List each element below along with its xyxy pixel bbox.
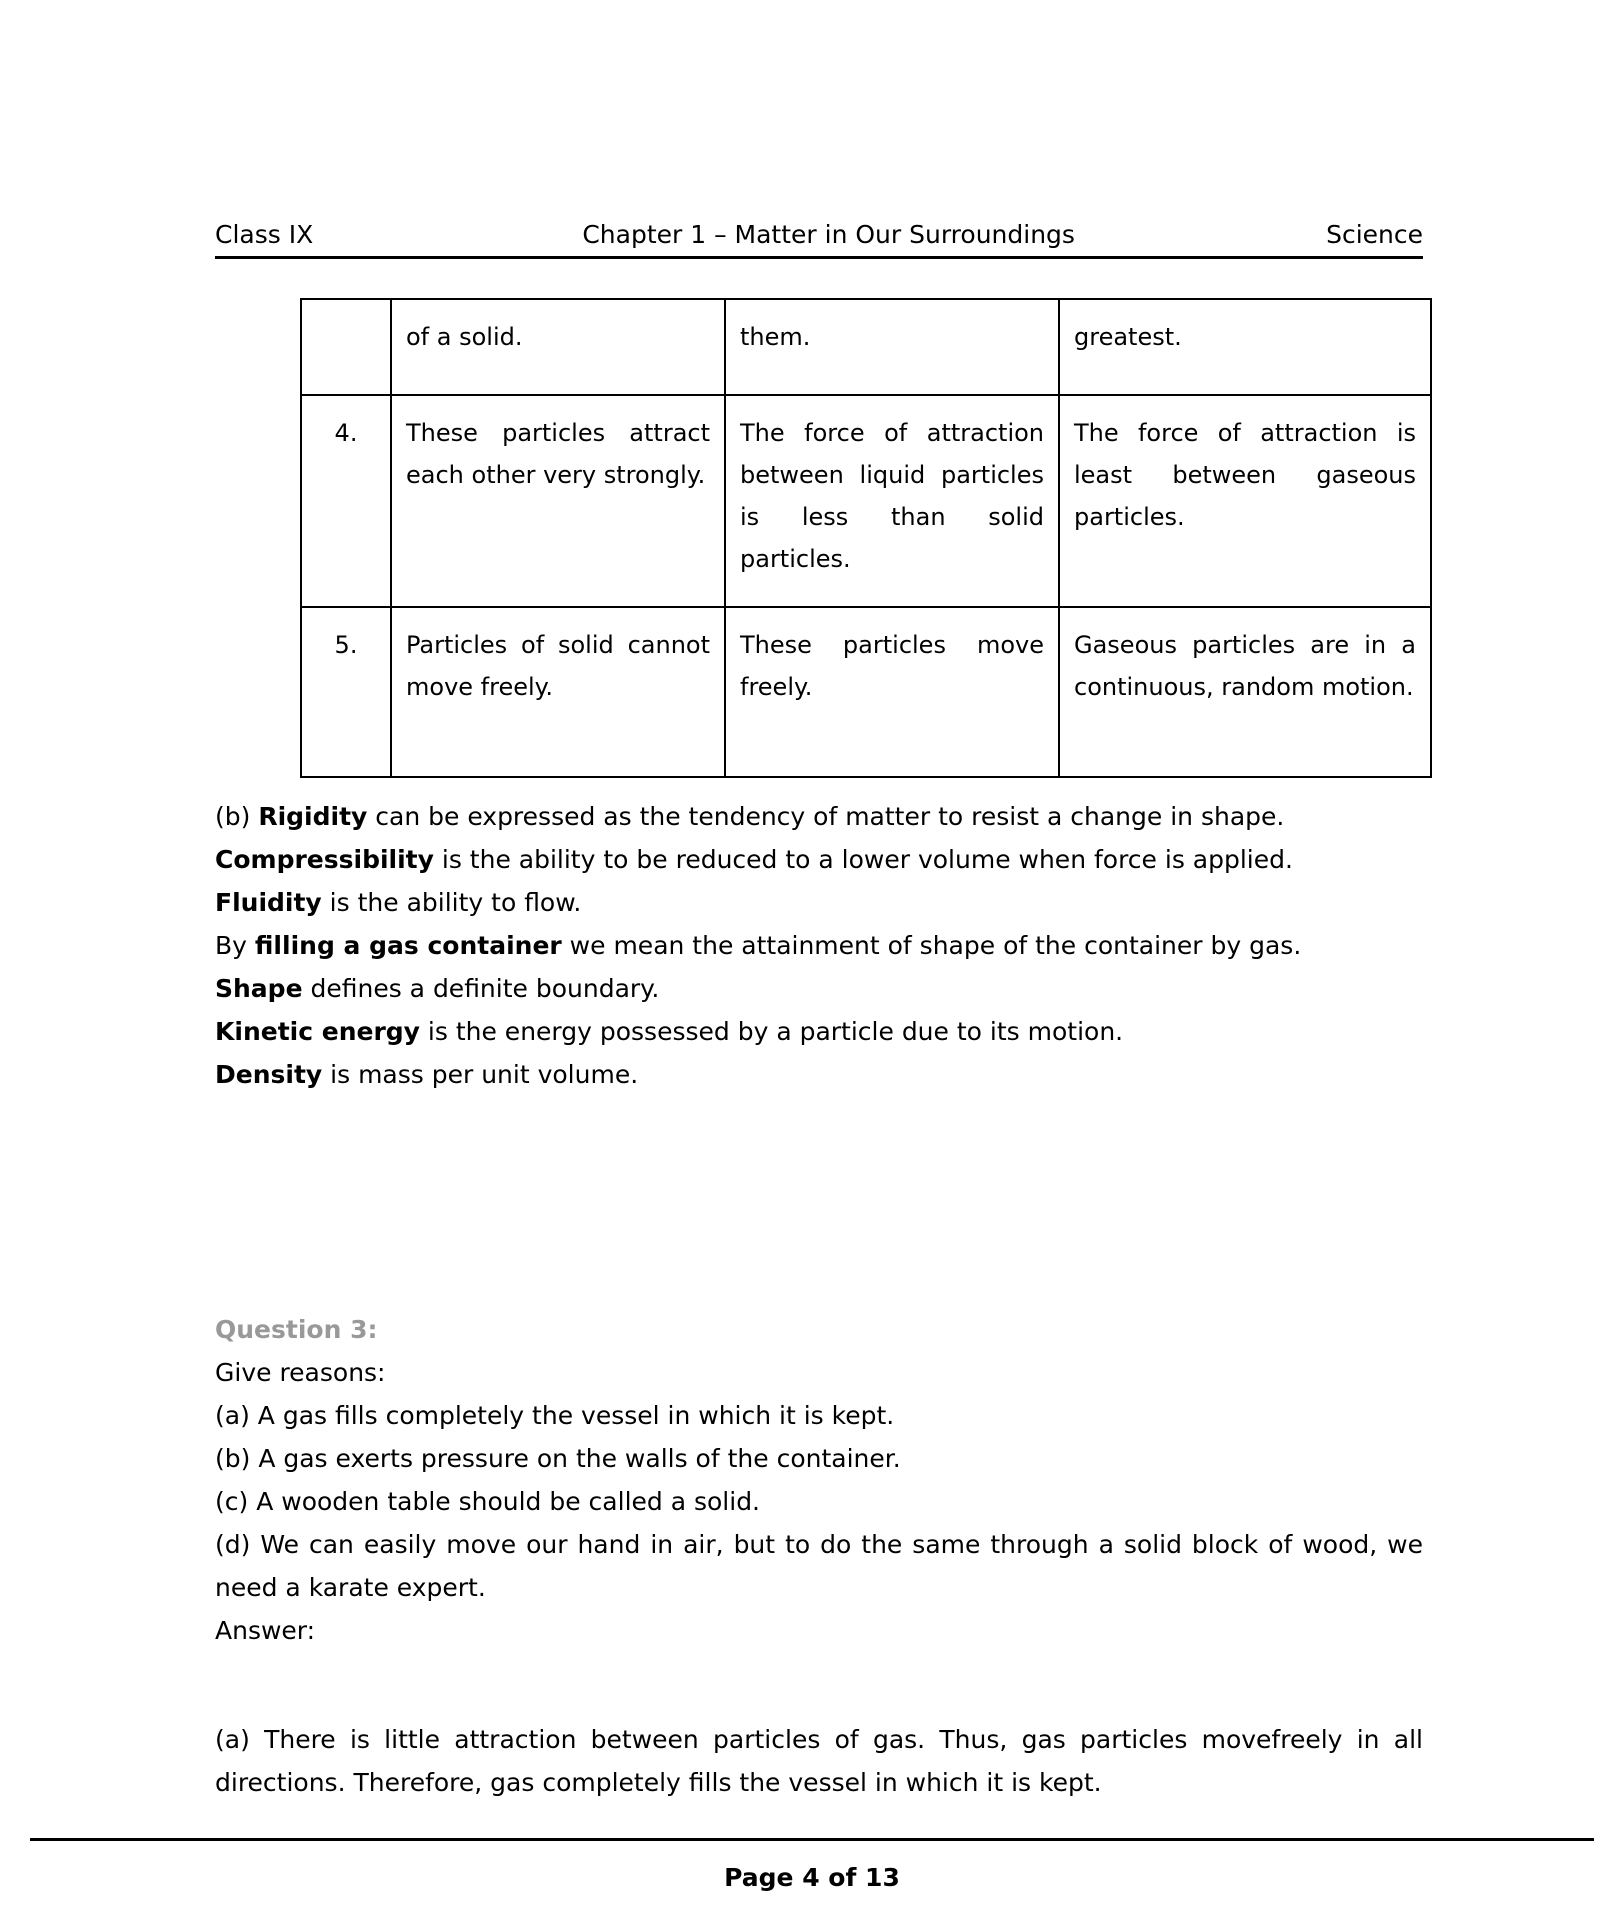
- term-shape: Shape: [215, 974, 303, 1003]
- table-cell-liquid: them.: [725, 299, 1059, 395]
- term-kinetic-energy: Kinetic energy: [215, 1017, 420, 1046]
- question-prompt: Give reasons:: [215, 1358, 386, 1387]
- term-compressibility: Compressibility: [215, 845, 434, 874]
- states-of-matter-comparison-table: [300, 298, 1432, 778]
- definitions-block: [215, 795, 1423, 1096]
- table-row: [301, 299, 1431, 395]
- definition-shape-text: defines a definite boundary.: [302, 974, 660, 1003]
- definition-fluidity: [215, 881, 1423, 924]
- term-density: Density: [215, 1060, 323, 1089]
- question-item-c: (c) A wooden table should be called a solid.: [215, 1487, 761, 1516]
- answer-part-a: (a) There is little attraction between particles of gas. Thus, gas particles movefreely in all directions. Therefore, gas completely fills the vessel in which it is kept.: [215, 1725, 1423, 1797]
- definition-density-text: is mass per unit volume.: [322, 1060, 639, 1089]
- table-cell-liquid: The force of attraction between liquid particles is less than solid particles.: [725, 395, 1059, 607]
- question-item-a: (a) A gas fills completely the vessel in which it is kept.: [215, 1401, 895, 1430]
- term-filling-a-gas-container: filling a gas container: [254, 931, 562, 960]
- table-cell-number: 5.: [301, 607, 391, 777]
- question-item-d: (d) We can easily move our hand in air, but to do the same through a solid block of wood, we need a karate expert.: [215, 1530, 1423, 1602]
- part-label-b: (b): [215, 802, 259, 831]
- question-heading: Question 3:: [215, 1315, 378, 1344]
- definition-rigidity: [215, 795, 1423, 838]
- definition-density: [215, 1053, 1423, 1096]
- table-cell-number: 4.: [301, 395, 391, 607]
- table-row: [301, 607, 1431, 777]
- question-item-b: (b) A gas exerts pressure on the walls of the container.: [215, 1444, 901, 1473]
- definition-rigidity-text: can be expressed as the tendency of matter to resist a change in shape.: [367, 802, 1285, 831]
- definition-filling-gas-container: [215, 924, 1423, 967]
- term-rigidity: Rigidity: [258, 802, 368, 831]
- header-class-label: Class IX: [215, 220, 314, 249]
- table-cell-number: [301, 299, 391, 395]
- table-cell-solid: Particles of solid cannot move freely.: [391, 607, 725, 777]
- definition-kinetic-energy: [215, 1010, 1423, 1053]
- definition-compressibility: [215, 838, 1423, 881]
- header-subject-label: Science: [1326, 220, 1423, 249]
- definition-compressibility-text: is the ability to be reduced to a lower volume when force is applied.: [433, 845, 1293, 874]
- answer-block: [215, 1718, 1423, 1804]
- definition-filling-text: we mean the attainment of shape of the container by gas.: [561, 931, 1302, 960]
- definition-shape: [215, 967, 1423, 1010]
- table-cell-liquid: These particles move freely.: [725, 607, 1059, 777]
- table-cell-gas: greatest.: [1059, 299, 1431, 395]
- table-cell-solid: of a solid.: [391, 299, 725, 395]
- page-number-label: Page 4 of 13: [724, 1863, 900, 1892]
- table-cell-solid: These particles attract each other very strongly.: [391, 395, 725, 607]
- table-row: [301, 395, 1431, 607]
- header-chapter-title: Chapter 1 – Matter in Our Surroundings: [582, 220, 1075, 249]
- filling-prefix: By: [215, 931, 255, 960]
- page-footer: [30, 1838, 1594, 1892]
- question-block: [215, 1308, 1423, 1652]
- running-header: [215, 222, 1423, 259]
- definition-fluidity-text: is the ability to flow.: [321, 888, 582, 917]
- table-cell-gas: The force of attraction is least between gaseous particles.: [1059, 395, 1431, 607]
- table-cell-gas: Gaseous particles are in a continuous, random motion.: [1059, 607, 1431, 777]
- term-fluidity: Fluidity: [215, 888, 322, 917]
- answer-label: Answer:: [215, 1616, 316, 1645]
- definition-kinetic-energy-text: is the energy possessed by a particle due to its motion.: [419, 1017, 1124, 1046]
